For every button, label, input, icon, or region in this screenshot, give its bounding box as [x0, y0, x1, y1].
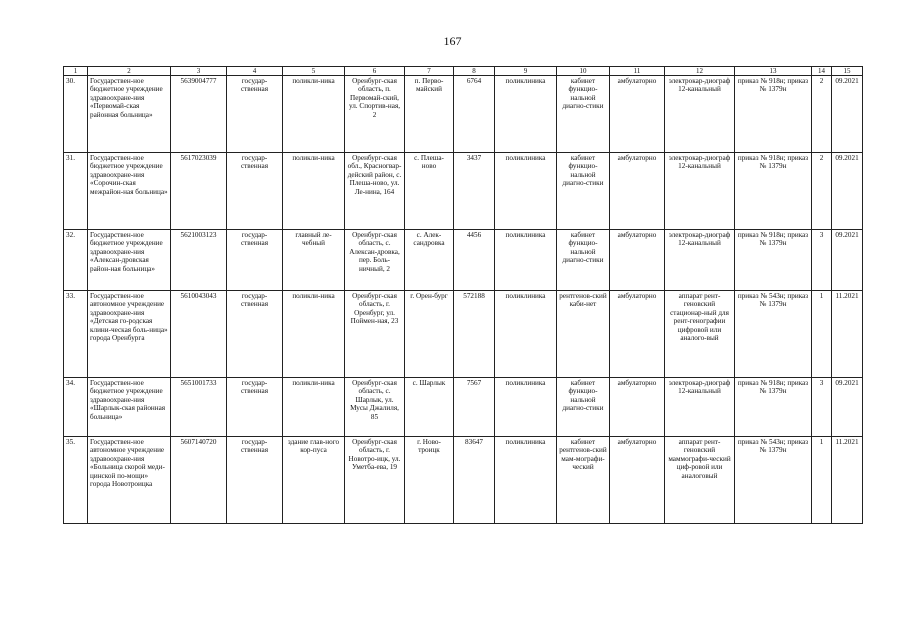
- care-type: поликлиника: [495, 230, 557, 291]
- equipment: электрокар-диограф 12-канальный: [665, 378, 735, 437]
- ownership-form: государ-ственная: [227, 230, 283, 291]
- quantity: 1: [812, 291, 832, 378]
- quantity: 2: [812, 76, 832, 153]
- population: 4456: [454, 230, 495, 291]
- column-header: 10: [557, 67, 610, 76]
- inn: 5651001733: [171, 378, 227, 437]
- row-number: 35.: [64, 437, 88, 524]
- equipment: аппарат рент-геновский стационар-ный для рент-генографии цифровой или аналого-вый: [665, 291, 735, 378]
- care-type: поликлиника: [495, 437, 557, 524]
- quantity: 3: [812, 378, 832, 437]
- column-header: 7: [405, 67, 454, 76]
- locality: с. Шарлык: [405, 378, 454, 437]
- column-header: 3: [171, 67, 227, 76]
- locality: с. Алек-сандровка: [405, 230, 454, 291]
- care-mode: амбулаторно: [610, 437, 665, 524]
- inn: 5607140720: [171, 437, 227, 524]
- column-header: 1: [64, 67, 88, 76]
- row-number: 34.: [64, 378, 88, 437]
- column-header: 8: [454, 67, 495, 76]
- column-header: 15: [832, 67, 863, 76]
- table-row: [64, 291, 863, 378]
- ownership-form: государ-ственная: [227, 291, 283, 378]
- organization-name: Государствен-ное бюджетное учреждение здравоохране-ния «Шарлык-ская районная больница»: [88, 378, 171, 437]
- structural-unit: главный ле-чебный: [283, 230, 345, 291]
- care-type: поликлиника: [495, 76, 557, 153]
- column-header: 13: [735, 67, 812, 76]
- organization-name: Государствен-ное автономное учреждение здравоохране-ния «Детская го-родская клини-ческая боль-ница» города Оренбурга: [88, 291, 171, 378]
- locality: п. Перво-майский: [405, 76, 454, 153]
- date: 09.2021: [832, 378, 863, 437]
- table-row: [64, 230, 863, 291]
- organization-name: Государствен-ное бюджетное учреждение здравоохране-ния «Алексан-дровская район-ная больница»: [88, 230, 171, 291]
- care-mode: амбулаторно: [610, 230, 665, 291]
- order: приказ № 543н; приказ № 1379н: [735, 291, 812, 378]
- address: Оренбург-ская область, г. Новотро-ицк, ул. Уметба-ева, 19: [345, 437, 405, 524]
- inn: 5617023039: [171, 153, 227, 230]
- population: 7567: [454, 378, 495, 437]
- structural-unit: поликли-ника: [283, 378, 345, 437]
- cabinet: кабинет функцио-нальной диагно-стики: [557, 153, 610, 230]
- equipment: аппарат рент-геновский маммографи-ческий циф-ровой или аналоговый: [665, 437, 735, 524]
- care-type: поликлиника: [495, 378, 557, 437]
- structural-unit: здание глав-ного кор-пуса: [283, 437, 345, 524]
- structural-unit: поликли-ника: [283, 153, 345, 230]
- structural-unit: поликли-ника: [283, 76, 345, 153]
- order: приказ № 918н; приказ № 1379н: [735, 378, 812, 437]
- row-number: 33.: [64, 291, 88, 378]
- equipment: электрокар-диограф 12-канальный: [665, 153, 735, 230]
- date: 09.2021: [832, 76, 863, 153]
- date: 09.2021: [832, 230, 863, 291]
- column-header: 11: [610, 67, 665, 76]
- ownership-form: государ-ственная: [227, 378, 283, 437]
- care-mode: амбулаторно: [610, 153, 665, 230]
- cabinet: кабинет рентгенов-ский мам-мографи-ческий: [557, 437, 610, 524]
- address: Оренбург-ская область, с. Шарлык, ул. Мусы Джалиля, 85: [345, 378, 405, 437]
- structural-unit: поликли-ника: [283, 291, 345, 378]
- order: приказ № 918н; приказ № 1379н: [735, 153, 812, 230]
- address: Оренбург-ская область, г. Оренбург, ул. Поймен-ная, 23: [345, 291, 405, 378]
- inn: 5610043043: [171, 291, 227, 378]
- quantity: 2: [812, 153, 832, 230]
- equipment: электрокар-диограф 12-канальный: [665, 76, 735, 153]
- cabinet: кабинет функцио-нальной диагно-стики: [557, 378, 610, 437]
- care-type: поликлиника: [495, 291, 557, 378]
- care-mode: амбулаторно: [610, 378, 665, 437]
- address: Оренбург-ская обл., Красногвар-дейский район, с. Плешa-ново, ул. Ле-нина, 164: [345, 153, 405, 230]
- table-row: [64, 437, 863, 524]
- population: 3437: [454, 153, 495, 230]
- organization-name: Государствен-ное автономное учреждение здравоохране-ния «Больница скорой меди-цинской по-мощи» города Новотроицка: [88, 437, 171, 524]
- column-header: 5: [283, 67, 345, 76]
- equipment: электрокар-диограф 12-канальный: [665, 230, 735, 291]
- page-number: 167: [443, 34, 462, 48]
- table-row: [64, 378, 863, 437]
- cabinet: кабинет функцио-нальной диагно-стики: [557, 230, 610, 291]
- locality: г. Орен-бург: [405, 291, 454, 378]
- column-header: 9: [495, 67, 557, 76]
- header-row: [64, 67, 863, 76]
- column-header: 2: [88, 67, 171, 76]
- column-header: 14: [812, 67, 832, 76]
- order: приказ № 543н; приказ № 1379н: [735, 437, 812, 524]
- quantity: 3: [812, 230, 832, 291]
- quantity: 1: [812, 437, 832, 524]
- order: приказ № 918н; приказ № 1379н: [735, 76, 812, 153]
- row-number: 30.: [64, 76, 88, 153]
- table-row: [64, 153, 863, 230]
- date: 11.2021: [832, 291, 863, 378]
- locality: с. Плеша-ново: [405, 153, 454, 230]
- organization-name: Государствен-ное бюджетное учреждение здравоохране-ния «Первомай-ская районная больница»: [88, 76, 171, 153]
- row-number: 31.: [64, 153, 88, 230]
- address: Оренбург-ская область, п. Первомай-ский, ул. Спортив-ная, 2: [345, 76, 405, 153]
- locality: г. Ново-троицк: [405, 437, 454, 524]
- organization-name: Государствен-ное бюджетное учреждение здравоохране-ния «Сорочин-ская межрайон-ная больница»: [88, 153, 171, 230]
- table-row: [64, 76, 863, 153]
- population: 6764: [454, 76, 495, 153]
- population: 572188: [454, 291, 495, 378]
- date: 09.2021: [832, 153, 863, 230]
- ownership-form: государ-ственная: [227, 437, 283, 524]
- cabinet: рентгенов-ский каби-нет: [557, 291, 610, 378]
- care-type: поликлиника: [495, 153, 557, 230]
- row-number: 32.: [64, 230, 88, 291]
- order: приказ № 918н; приказ № 1379н: [735, 230, 812, 291]
- inn: 5621003123: [171, 230, 227, 291]
- equipment-registry-table: [63, 66, 863, 524]
- ownership-form: государ-ственная: [227, 153, 283, 230]
- date: 11.2021: [832, 437, 863, 524]
- address: Оренбург-ская область, с. Алексан-дровка, пер. Боль-ничный, 2: [345, 230, 405, 291]
- column-header: 12: [665, 67, 735, 76]
- column-header: 4: [227, 67, 283, 76]
- column-header: 6: [345, 67, 405, 76]
- population: 83647: [454, 437, 495, 524]
- cabinet: кабинет функцио-нальной диагно-стики: [557, 76, 610, 153]
- care-mode: амбулаторно: [610, 291, 665, 378]
- ownership-form: государ-ственная: [227, 76, 283, 153]
- inn: 5639004777: [171, 76, 227, 153]
- care-mode: амбулаторно: [610, 76, 665, 153]
